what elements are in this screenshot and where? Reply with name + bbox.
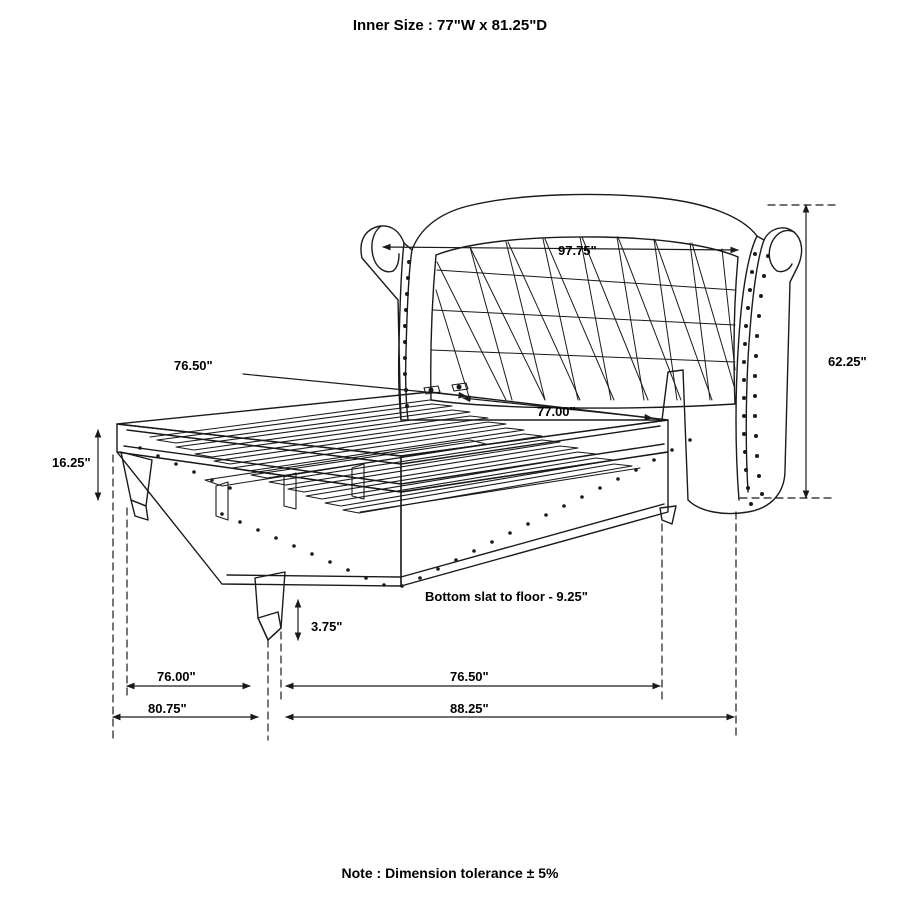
page-title: Inner Size : 77"W x 81.25"D [352, 17, 548, 34]
label-headboard-width: 97.75" [558, 243, 597, 258]
label-leg-height: 3.75" [311, 619, 343, 634]
dimension-lines [98, 205, 835, 740]
bed-frame-outline [117, 392, 668, 586]
label-bottom-length-2: 88.25" [450, 701, 489, 716]
label-headboard-height: 62.25" [828, 354, 867, 369]
tolerance-note: Note : Dimension tolerance ± 5% [341, 865, 559, 881]
label-slat-to-floor: Bottom slat to floor - 9.25" [425, 589, 588, 604]
label-slat-width: 76.50" [174, 358, 213, 373]
bed-legs [121, 452, 676, 640]
label-bottom-length-1: 76.50" [450, 669, 489, 684]
label-bottom-width-1: 76.00" [157, 669, 196, 684]
label-inner-width: 77.00" [537, 404, 576, 419]
headboard-outline [138, 194, 801, 587]
label-bottom-width-2: 80.75" [148, 701, 187, 716]
label-frame-height: 16.25" [52, 455, 91, 470]
